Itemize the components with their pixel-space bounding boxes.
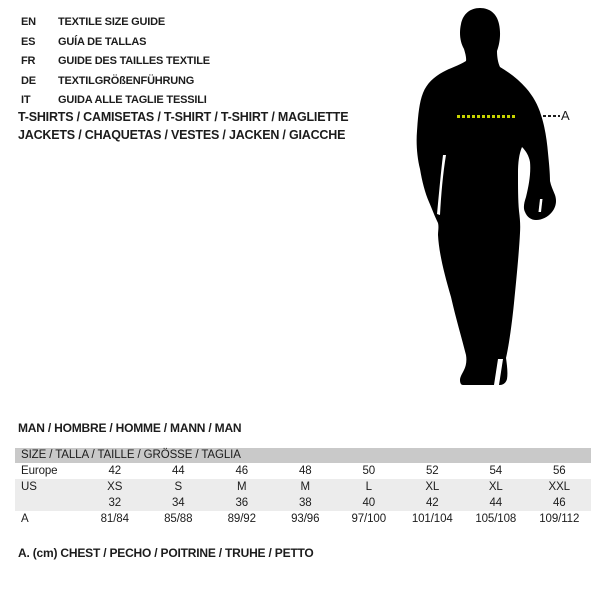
size-table-cell: 42 <box>425 497 439 509</box>
size-table-cell: M <box>300 481 310 493</box>
size-table-cell: 50 <box>362 465 376 477</box>
size-table-cell: 81/84 <box>100 513 129 525</box>
size-table-cell: XXL <box>548 481 570 493</box>
size-table-row-uk <box>15 495 591 511</box>
language-code: ES <box>21 35 36 48</box>
language-row <box>21 52 210 72</box>
size-table-row-label <box>15 495 83 511</box>
size-table-cell: XL <box>425 481 440 493</box>
size-table-row-europe <box>15 463 591 479</box>
section-heading-man: MAN / HOMBRE / HOMME / MANN / MAN <box>18 421 242 435</box>
language-code: FR <box>21 55 36 67</box>
man-silhouette-figure <box>410 5 565 390</box>
size-table-cell: 44 <box>489 497 503 509</box>
size-table <box>15 448 591 527</box>
size-table-cell: 46 <box>235 465 249 477</box>
size-table-row-us <box>15 479 591 495</box>
chest-measure-leader-line <box>543 115 560 117</box>
size-table-cell: 89/92 <box>227 513 256 525</box>
size-table-cell: 54 <box>489 465 503 477</box>
measurement-a-label: A <box>561 108 570 123</box>
language-legend <box>21 13 210 111</box>
size-table-cell: 85/88 <box>164 513 193 525</box>
category-heading <box>18 109 348 144</box>
chest-measure-dash-line <box>457 115 517 118</box>
language-title: TEXTILE SIZE GUIDE <box>58 16 166 28</box>
size-table-cell: 38 <box>298 497 312 509</box>
size-table-cell: 40 <box>362 497 376 509</box>
language-code: DE <box>21 74 36 87</box>
size-table-cell: XS <box>107 481 123 493</box>
language-title: GUÍA DE TALLAS <box>58 35 147 48</box>
size-table-cell: 52 <box>425 465 439 477</box>
size-table-cell: 105/108 <box>475 513 517 525</box>
language-row <box>21 72 210 92</box>
category-line-jackets: JACKETS / CHAQUETAS / VESTES / JACKEN / GIACCHE <box>18 127 346 142</box>
language-row <box>21 33 210 53</box>
size-table-row-label: A <box>21 513 29 525</box>
language-row <box>21 91 210 111</box>
size-table-cell: XL <box>488 481 503 493</box>
size-table-cell: L <box>365 481 372 493</box>
size-table-cell: S <box>174 481 183 493</box>
language-code: IT <box>21 94 31 106</box>
size-table-cell: 48 <box>298 465 312 477</box>
size-table-cell: 42 <box>108 465 122 477</box>
category-line-tshirts: T-SHIRTS / CAMISETAS / T-SHIRT / T-SHIRT / MAGLIETTE <box>18 110 349 124</box>
size-table-cell: 93/96 <box>291 513 320 525</box>
size-table-header: SIZE / TALLA / TAILLE / GRÖSSE / TAGLIA <box>15 448 591 463</box>
language-title: GUIDA ALLE TAGLIE TESSILI <box>58 94 207 106</box>
size-table-cell: 32 <box>108 497 122 509</box>
size-table-row-label: US <box>21 481 37 493</box>
size-table-cell: M <box>237 481 247 493</box>
size-table-cell: 109/112 <box>539 513 580 525</box>
size-table-cell: 56 <box>552 465 566 477</box>
measurement-footnote: A. (cm) CHEST / PECHO / POITRINE / TRUHE / PETTO <box>18 546 314 560</box>
language-row <box>21 13 210 33</box>
size-table-cell: 44 <box>171 465 185 477</box>
size-table-cell: 97/100 <box>351 513 387 525</box>
language-code: EN <box>21 16 36 28</box>
size-table-cell: 36 <box>235 497 249 509</box>
size-table-cell: 46 <box>552 497 566 509</box>
silhouette-path <box>417 8 556 385</box>
size-table-cell: 101/104 <box>411 513 453 525</box>
size-table-row-a-chest <box>15 511 591 527</box>
language-title: TEXTILGRÖßENFÜHRUNG <box>58 74 195 87</box>
size-table-cell: 34 <box>171 497 185 509</box>
language-title: GUIDE DES TAILLES TEXTILE <box>58 55 210 67</box>
size-table-row-label: Europe <box>21 465 58 477</box>
